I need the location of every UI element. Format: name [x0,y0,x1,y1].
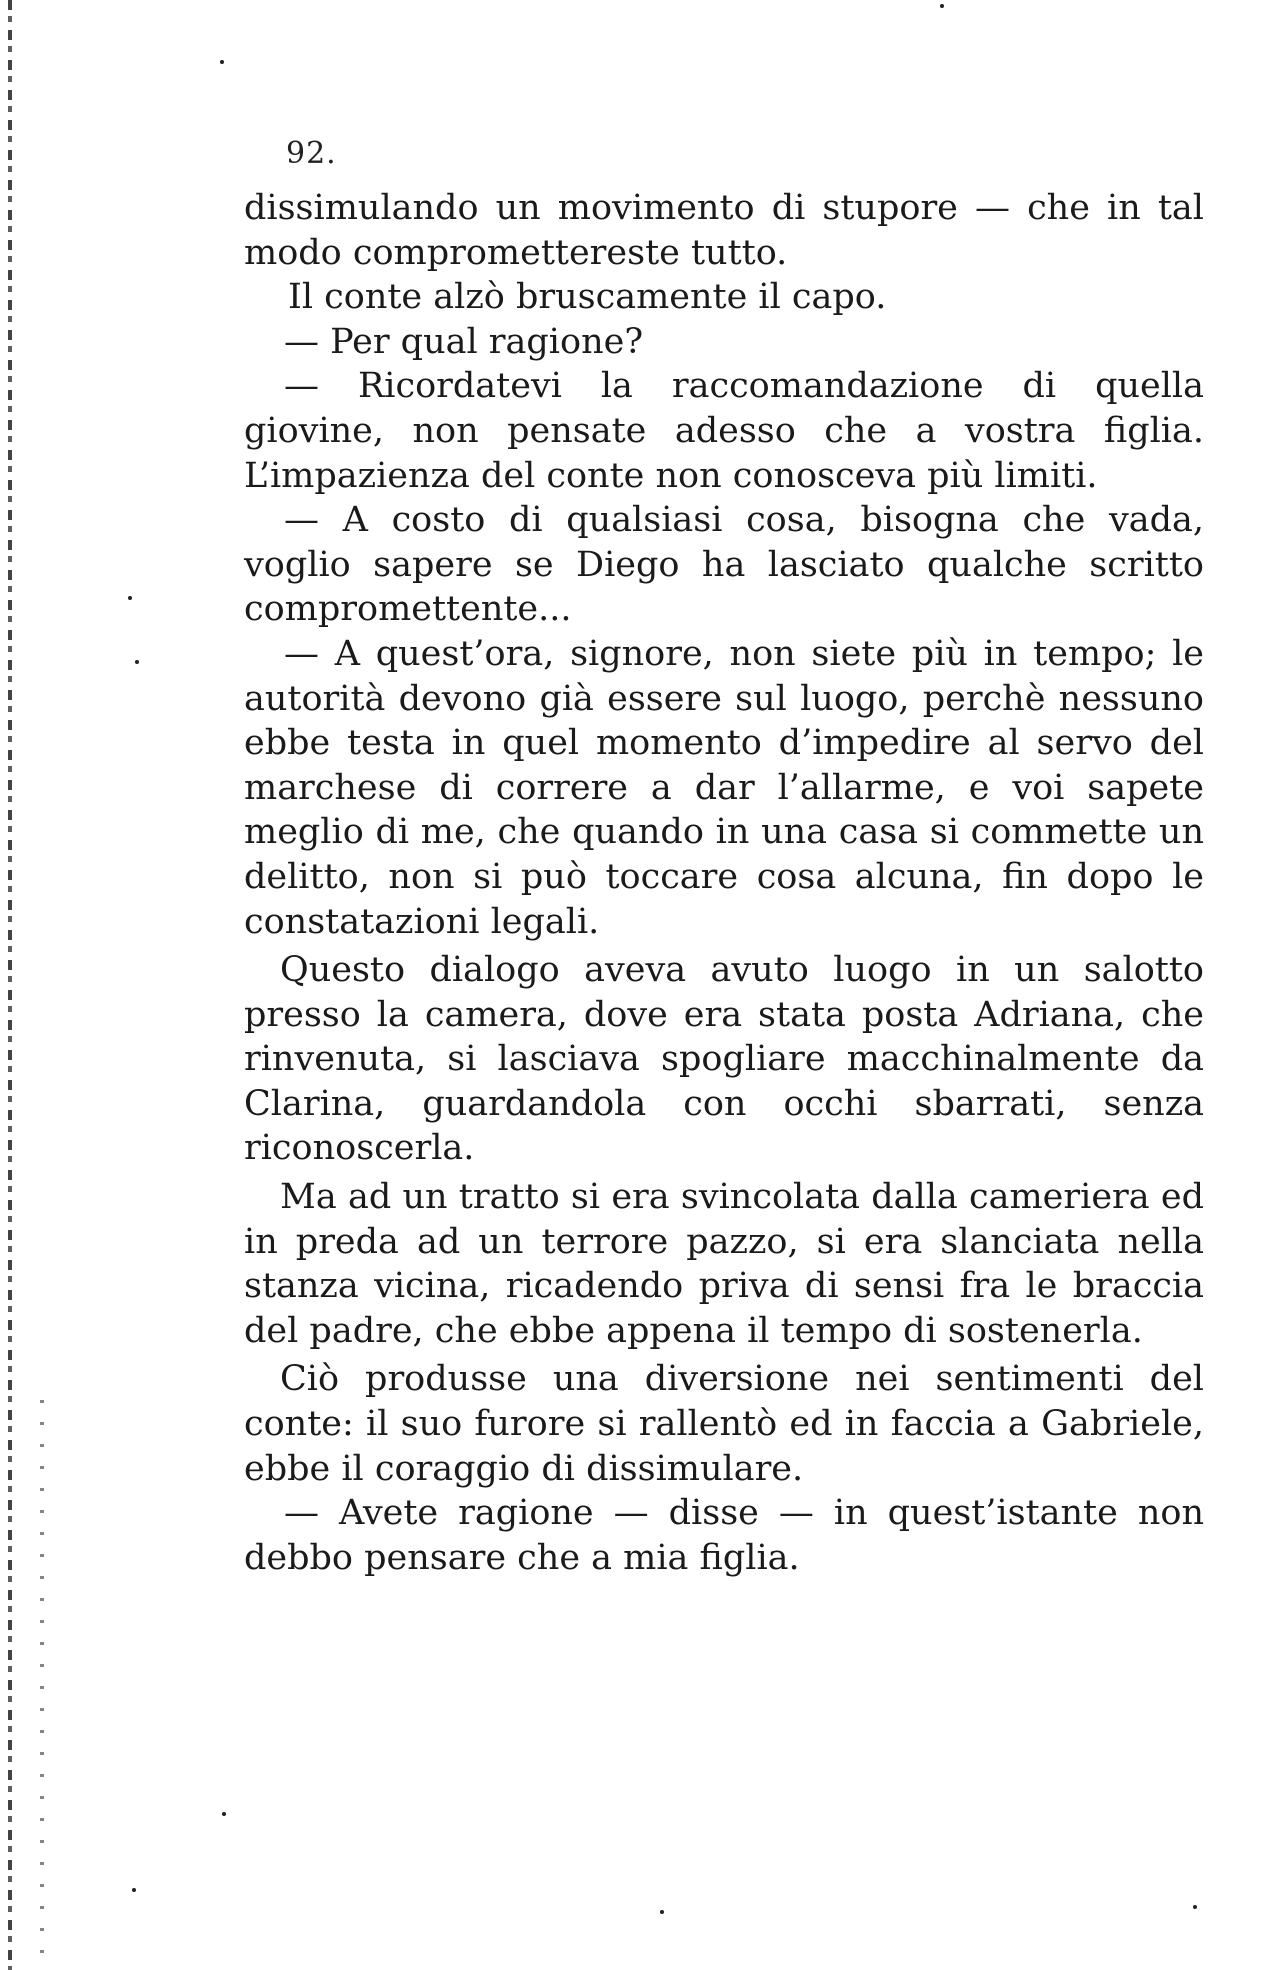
paragraph: Ma ad un tratto si era svincolata dalla cameriera ed in preda ad un terrore pazzo, si era slanciata nella stanza vicina, ricadendo priva di sensi fra le braccia del padre, che ebbe appena il tempo di sostenerla. [244,1177,1204,1351]
ink-speck [135,660,139,664]
paragraph: — Per qual ragione? [284,321,644,362]
ink-speck [132,1888,136,1892]
ink-speck [128,596,132,600]
binding-edge [8,0,12,1970]
body-text [244,186,1204,1580]
ink-speck [222,1812,226,1816]
paragraph: — Ricordatevi la raccomandazione di quella giovine, non pensate adesso che a vostra figlia. L’impazienza del conte non conosceva più limiti. [244,366,1204,496]
page-number: 92. [286,136,337,171]
paragraph: Questo dialogo aveva avuto luogo in un salotto presso la camera, dove era stata posta Adriana, che rinvenuta, si lasciava spogliare macchinalmente da Clarina, guardandola con occhi sbarrati, senza riconoscerla. [244,950,1204,1169]
paragraph: — A quest’ora, signore, non siete più in tempo; le autorità devono già essere sul luogo, perchè nessuno ebbe testa in quel momento d’impedire al servo del marchese di correre a dar l’allarme, e voi sapete meglio di me, che quando in una casa si commette un delitto, non si può toccare cosa alcuna, fin dopo le constatazioni legali. [244,633,1204,942]
ink-speck [940,4,944,8]
paragraph: dissimulando un movimento di stupore — che in tal modo compromettereste tutto. [244,188,1204,273]
ink-speck [220,60,224,64]
binding-dots [40,1400,44,1960]
ink-speck [660,1910,664,1914]
paragraph: — A costo di qualsiasi cosa, bisogna che vada, voglio sapere se Diego ha lasciato qualche scritto compromettente... [244,500,1204,630]
paragraph: — Avete ragione — disse — in quest’istante non debbo pensare che a mia figlia. [244,1493,1204,1578]
paragraph: Ciò produsse una diversione nei sentimenti del conte: il suo furore si rallentò ed in faccia a Gabriele, ebbe il coraggio di dissimulare. [244,1359,1204,1489]
ink-speck [1193,1905,1197,1909]
paragraph: Il conte alzò bruscamente il capo. [288,277,887,318]
